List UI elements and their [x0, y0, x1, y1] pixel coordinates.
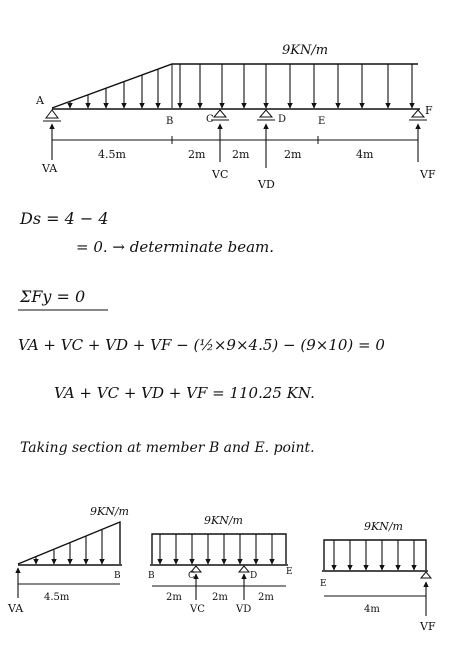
left-load-outline	[18, 522, 120, 564]
reaction-f-label: VF	[420, 168, 436, 181]
left-load-arrows	[36, 529, 102, 564]
sum-fy: ΣFy = 0	[20, 287, 86, 306]
label-a: A	[36, 94, 44, 107]
right-support	[421, 572, 431, 578]
ds-line2: = 0. → determinate beam.	[76, 238, 275, 256]
middle-label-c: C	[188, 571, 195, 581]
dim-bc: 2m	[188, 148, 206, 161]
left-label-b: B	[114, 571, 121, 581]
right-load-outline	[324, 540, 426, 570]
right-section-diagram	[320, 520, 436, 633]
right-load-label: 9KN/m	[364, 520, 403, 533]
load-label: 9KN/m	[282, 43, 329, 58]
middle-load-arrows	[160, 534, 272, 564]
support-a	[43, 110, 61, 121]
ds-line1: Ds = 4 − 4	[20, 209, 109, 228]
load-arrows	[70, 64, 412, 108]
label-b: B	[166, 116, 174, 127]
dim-cd1: 2m	[232, 148, 250, 161]
right-dim: 4m	[364, 604, 380, 615]
middle-dim1: 2m	[166, 592, 182, 603]
section-note: Taking section at member B and E. point.	[20, 440, 315, 456]
label-e: E	[318, 116, 326, 127]
middle-reaction-c-label: VC	[190, 604, 205, 615]
equilibrium-equation: VA + VC + VD + VF − (½×9×4.5) − (9×10) = 0	[18, 336, 385, 354]
equations	[18, 209, 385, 456]
label-c: C	[206, 114, 214, 125]
right-reaction-label: VF	[420, 620, 436, 633]
middle-load-label: 9KN/m	[204, 514, 243, 527]
left-reaction-label: VA	[8, 602, 24, 615]
support-c	[211, 110, 229, 120]
dim-cd2: 2m	[284, 148, 302, 161]
reaction-d-label: VD	[258, 178, 275, 191]
dim-ef: 4m	[356, 148, 374, 161]
middle-load-outline	[152, 534, 286, 564]
middle-supports	[191, 566, 249, 572]
middle-label-e: E	[286, 567, 293, 577]
reaction-c-label: VC	[212, 168, 229, 181]
load-outline	[52, 64, 418, 108]
reaction-a-label: VA	[42, 162, 58, 175]
left-dim: 4.5m	[44, 592, 70, 603]
right-load-arrows	[334, 540, 414, 570]
left-load-label: 9KN/m	[90, 505, 129, 518]
label-d: D	[278, 114, 287, 125]
right-label-e: E	[320, 579, 327, 589]
label-f: F	[425, 104, 433, 117]
dim-ab: 4.5m	[98, 148, 126, 161]
support-d	[257, 110, 275, 120]
left-section-diagram	[7, 505, 129, 615]
middle-dim2: 2m	[212, 592, 228, 603]
middle-reaction-d-label: VD	[236, 604, 252, 615]
middle-label-b: B	[148, 571, 155, 581]
result-equation: VA + VC + VD + VF = 110.25 KN.	[54, 384, 315, 402]
middle-label-d: D	[250, 571, 258, 581]
middle-dim3: 2m	[258, 592, 274, 603]
middle-section-diagram	[148, 514, 293, 615]
main-beam-diagram	[35, 43, 436, 191]
